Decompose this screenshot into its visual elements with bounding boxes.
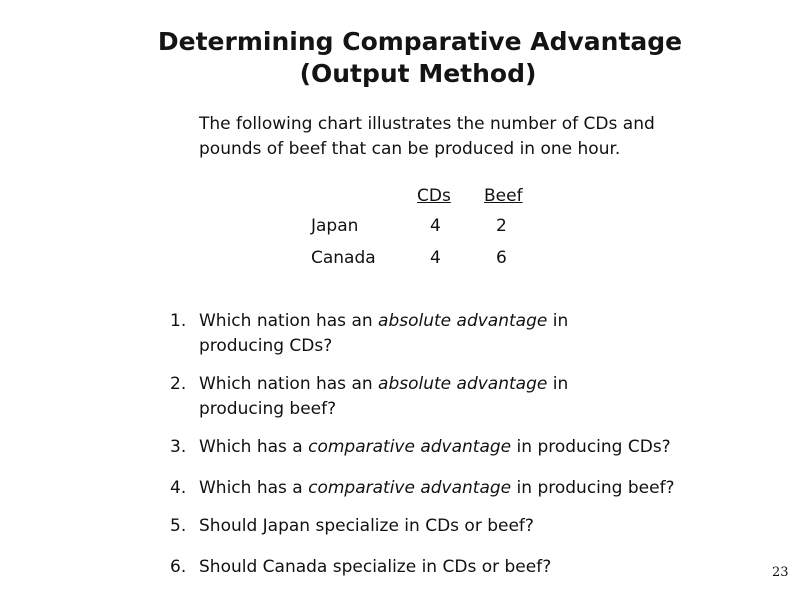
question-continuation: producing beef? [199,399,337,419]
question-emphasis: comparative advantage [308,437,512,457]
question-text: Should Japan specialize in CDs or beef? [199,516,534,536]
table-cell-japan-cds: 4 [430,216,441,236]
table-header-beef: Beef [484,186,523,206]
slide-title-line-2: (Output Method) [299,59,537,88]
question-text: Which nation has an [199,311,379,331]
intro-text-line-1: The following chart illustrates the number of CDs and [199,114,655,134]
question-text-end: in [547,311,569,331]
question-number: 5. [170,516,187,536]
question-text-end: in producing CDs? [511,437,671,457]
question-text: Which has a [199,478,309,498]
question-text: Which nation has an [199,374,379,394]
question-text: Which has a [199,437,309,457]
question-emphasis: absolute advantage [378,374,548,394]
question-number: 4. [170,478,187,498]
question-text: Should Canada specialize in CDs or beef? [199,557,552,577]
table-cell-canada-beef: 6 [496,248,507,268]
question-emphasis: comparative advantage [308,478,512,498]
question-text-end: in producing beef? [511,478,675,498]
slide-title-line-1: Determining Comparative Advantage [157,27,683,56]
question-continuation: producing CDs? [199,336,333,356]
table-row-japan-label: Japan [311,216,359,236]
question-emphasis: absolute advantage [378,311,548,331]
intro-text-line-2: pounds of beef that can be produced in one hour. [199,139,621,159]
question-number: 6. [170,557,187,577]
question-number: 2. [170,374,187,394]
question-number: 3. [170,437,187,457]
table-cell-canada-cds: 4 [430,248,441,268]
table-header-cds: CDs [417,186,451,206]
question-text-end: in [547,374,569,394]
table-row-canada-label: Canada [311,248,376,268]
page-number: 23 [772,565,789,580]
question-number: 1. [170,311,187,331]
table-cell-japan-beef: 2 [496,216,507,236]
